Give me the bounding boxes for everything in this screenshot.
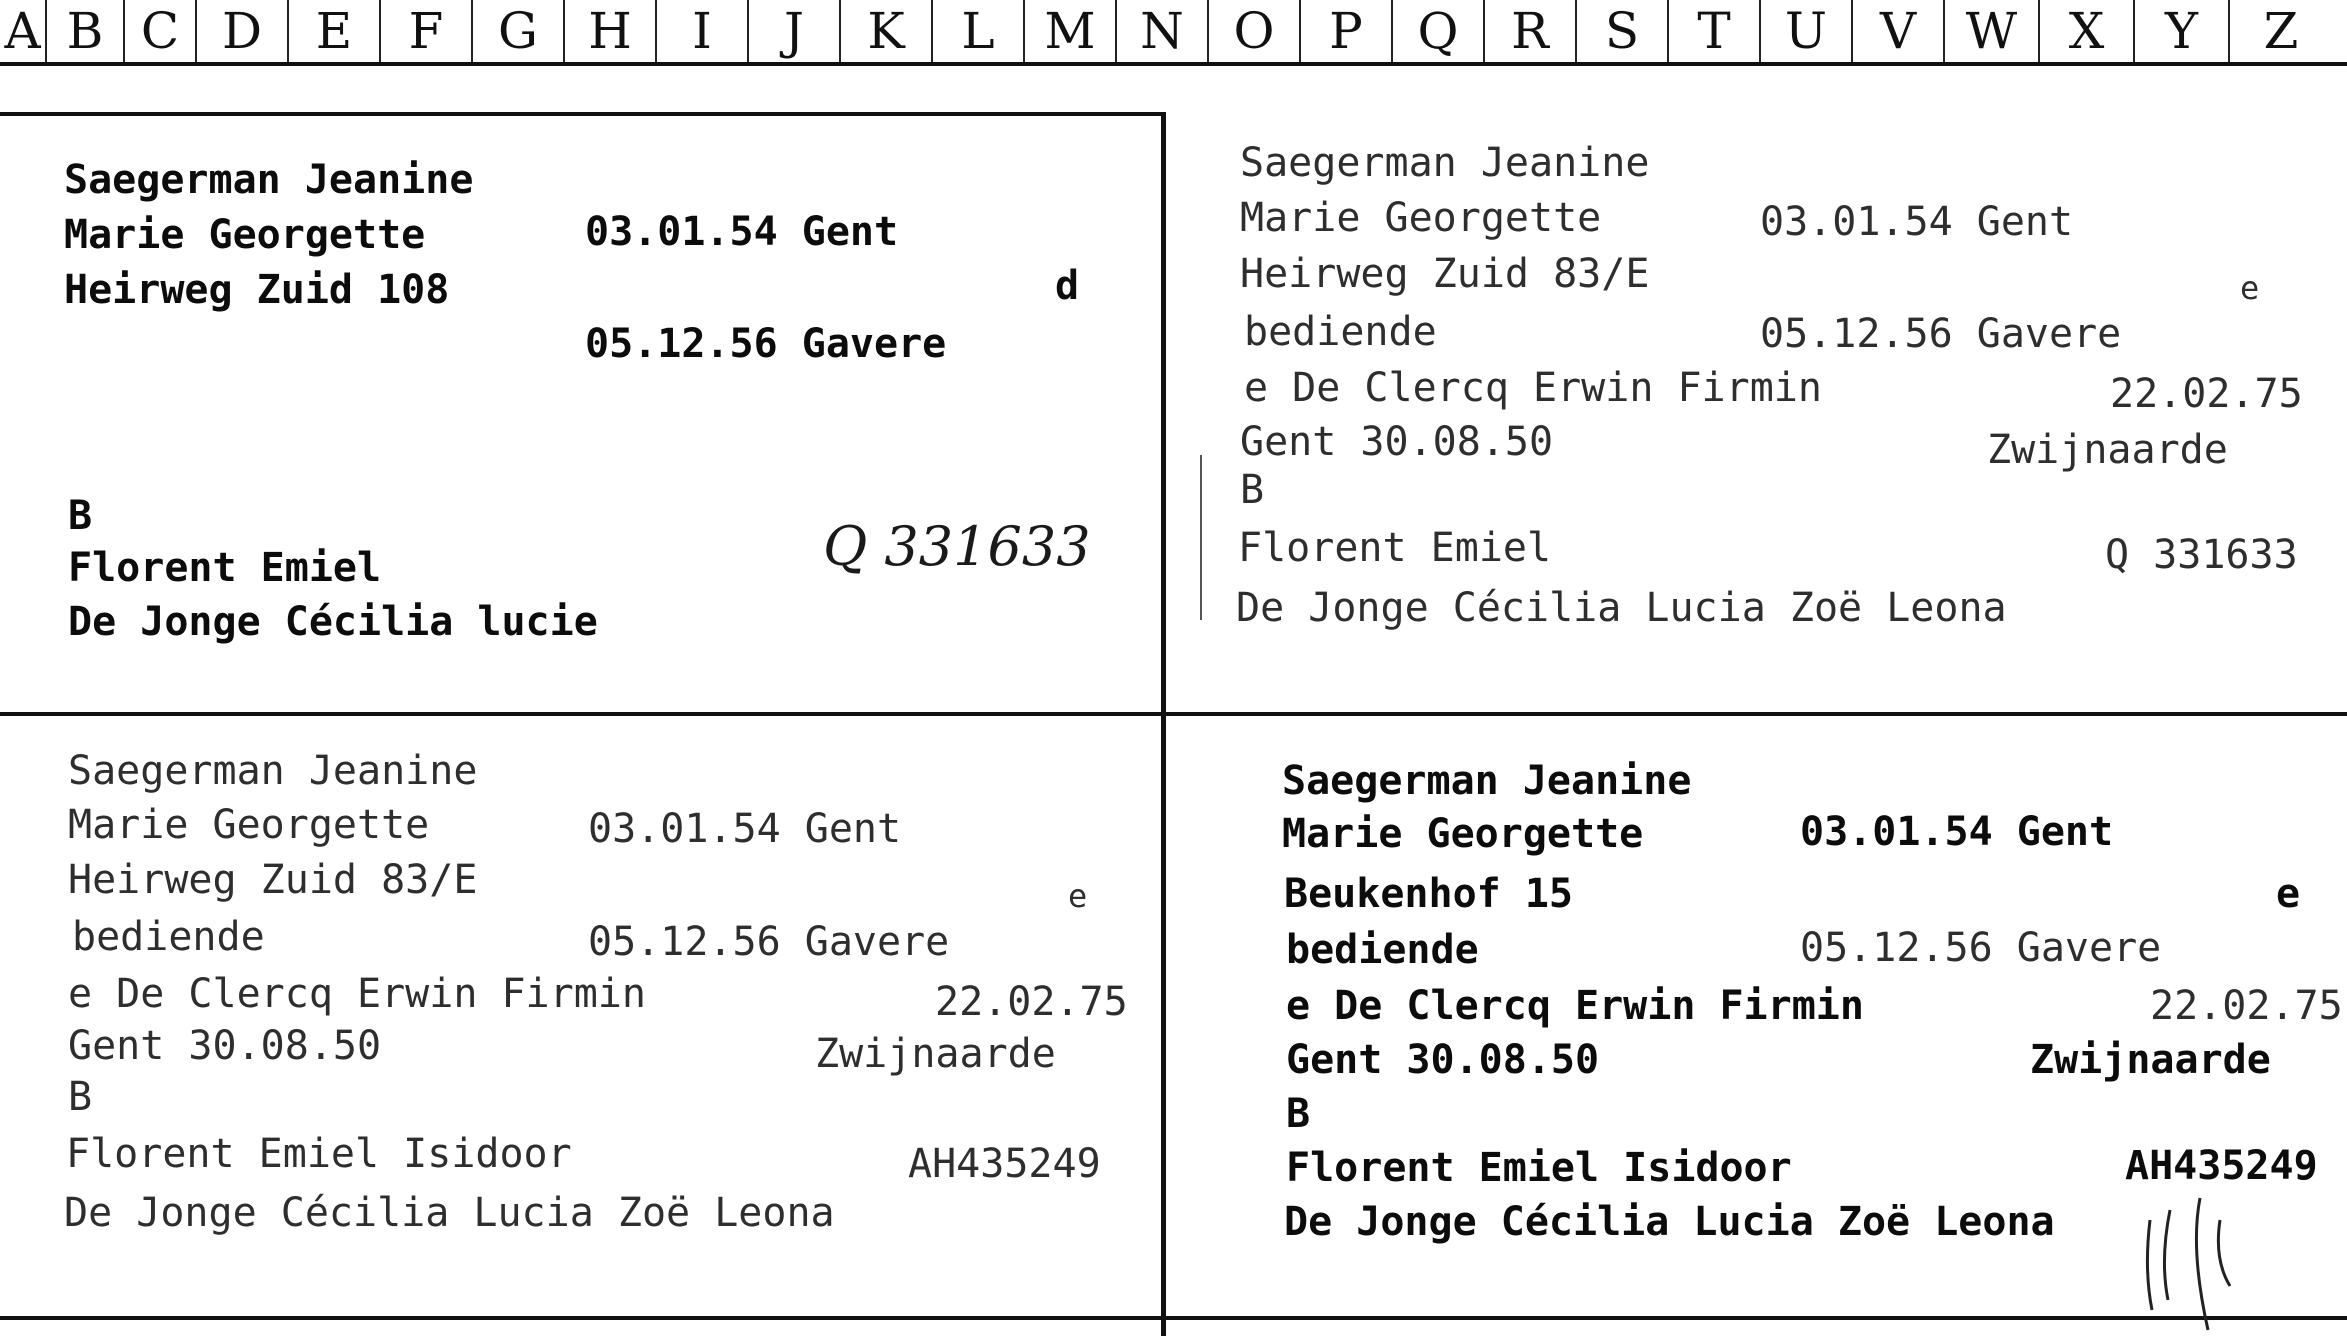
index-letter: G: [471, 0, 563, 62]
index-letter: M: [1023, 0, 1115, 62]
card-marriage-place: Zwijnaarde: [815, 1031, 1056, 1077]
card-birth: 03.01.54 Gent: [588, 806, 902, 852]
index-letter: Q: [1391, 0, 1483, 62]
card-father: Florent Emiel: [68, 545, 382, 591]
index-letter: X: [2038, 0, 2133, 62]
card-address: Heirweg Zuid 108: [64, 267, 450, 313]
index-letter: J: [747, 0, 839, 62]
card-given-names: Marie Georgette: [1282, 811, 1644, 857]
index-letter: Z: [2228, 0, 2332, 62]
index-letter: O: [1207, 0, 1299, 62]
card-name: Saegerman Jeanine: [1240, 140, 1650, 186]
index-letter: H: [563, 0, 655, 62]
card-b: B: [68, 1074, 93, 1120]
row-divider-top: [0, 112, 1164, 116]
card-marriage-date: 22.02.75: [935, 979, 1128, 1025]
card-address: Heirweg Zuid 83/E: [1240, 251, 1650, 297]
card-mother: De Jonge Cécilia Lucia Zoë Leona: [64, 1190, 835, 1236]
card-father: Florent Emiel Isidoor: [66, 1131, 572, 1177]
card-marker: e: [1068, 877, 1088, 915]
card-job: bediende: [72, 914, 265, 960]
scan-mark: [1200, 455, 1202, 620]
index-letter: U: [1759, 0, 1851, 62]
row-divider-middle: [0, 712, 2347, 716]
card-id-number: Q 331633: [823, 515, 1091, 578]
card-given-names: Marie Georgette: [64, 212, 426, 258]
card-given-names: Marie Georgette: [68, 802, 430, 848]
index-letter: N: [1115, 0, 1207, 62]
card-spouse: e De Clercq Erwin Firmin: [68, 971, 646, 1017]
card-name: Saegerman Jeanine: [68, 748, 478, 794]
index-letter: V: [1851, 0, 1943, 62]
card-marker: e: [2240, 269, 2260, 307]
card-spouse-birth: Gent 30.08.50: [1240, 419, 1554, 465]
card-date2: 05.12.56 Gavere: [1760, 311, 2122, 357]
card-marriage-place: Zwijnaarde: [2030, 1037, 2271, 1083]
index-letter: W: [1943, 0, 2038, 62]
index-letter: D: [195, 0, 287, 62]
index-letter: S: [1575, 0, 1667, 62]
index-letter: A: [4, 2, 41, 60]
index-letter: F: [379, 0, 471, 62]
card-b: B: [68, 493, 93, 539]
card-mother: De Jonge Cécilia Lucia Zoë Leona: [1236, 585, 2007, 631]
card-spouse: e De Clercq Erwin Firmin: [1244, 365, 1822, 411]
card-date2: 05.12.56 Gavere: [585, 321, 947, 367]
center-divider: [1161, 112, 1166, 1336]
card-spouse-birth: Gent 30.08.50: [68, 1023, 382, 1069]
index-letter: C: [123, 0, 195, 62]
index-letter: T: [1667, 0, 1759, 62]
index-letter: P: [1299, 0, 1391, 62]
card-marriage-place: Zwijnaarde: [1987, 427, 2228, 473]
card-date2: 05.12.56 Gavere: [588, 919, 950, 965]
pen-scribble-icon: [2130, 1190, 2240, 1336]
index-letter: L: [931, 0, 1023, 62]
card-father: Florent Emiel Isidoor: [1286, 1145, 1792, 1191]
alphabet-index-strip: [0, 0, 2347, 66]
index-letter: Y: [2133, 0, 2228, 62]
card-birth: 03.01.54 Gent: [1760, 199, 2074, 245]
card-b: B: [1240, 467, 1265, 513]
card-spouse-birth: Gent 30.08.50: [1286, 1037, 1600, 1083]
card-date2: 05.12.56 Gavere: [1800, 925, 2162, 971]
index-letter: I: [655, 0, 747, 62]
card-b: B: [1286, 1091, 1311, 1137]
card-mother: De Jonge Cécilia lucie: [68, 599, 598, 645]
card-birth: 03.01.54 Gent: [585, 209, 899, 255]
card-id-number: AH435249: [908, 1141, 1101, 1187]
card-birth: 03.01.54 Gent: [1800, 809, 2114, 855]
card-id-number: AH435249: [2125, 1143, 2318, 1189]
card-spouse: e De Clercq Erwin Firmin: [1286, 983, 1864, 1029]
card-id-number: Q 331633: [2105, 532, 2298, 578]
card-marriage-date: 22.02.75: [2150, 983, 2343, 1029]
card-address: Heirweg Zuid 83/E: [68, 857, 478, 903]
index-letter: B: [45, 0, 123, 62]
card-address: Beukenhof 15: [1284, 871, 1573, 917]
card-job: bediende: [1244, 309, 1437, 355]
card-name: Saegerman Jeanine: [64, 157, 474, 203]
card-father: Florent Emiel: [1238, 525, 1552, 571]
index-letter: R: [1483, 0, 1575, 62]
card-name: Saegerman Jeanine: [1282, 758, 1692, 804]
row-divider-bottom: [0, 1316, 2347, 1320]
card-marker: d: [1055, 263, 1080, 309]
card-mother: De Jonge Cécilia Lucia Zoë Leona: [1284, 1199, 2055, 1245]
card-marker: e: [2276, 871, 2301, 917]
index-letter: K: [839, 0, 931, 62]
card-given-names: Marie Georgette: [1240, 195, 1602, 241]
card-job: bediende: [1286, 927, 1479, 973]
index-letter: E: [287, 0, 379, 62]
card-marriage-date: 22.02.75: [2110, 371, 2303, 417]
